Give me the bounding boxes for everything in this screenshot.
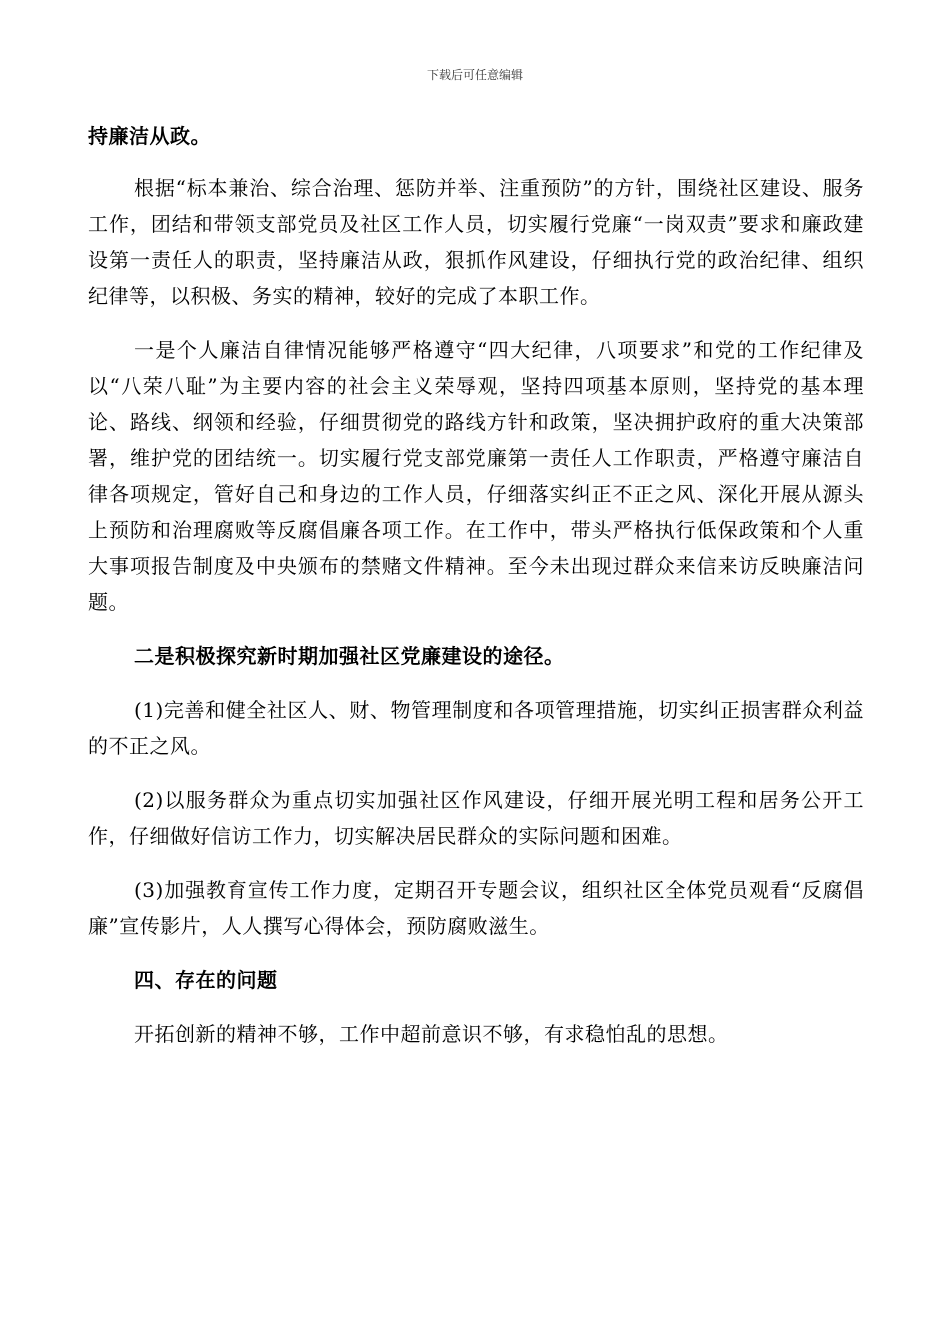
download-note: 下载后可任意编辑 <box>426 68 523 82</box>
document-body <box>88 118 864 1052</box>
list-item-2: (2)以服务群众为重点切实加强社区作风建设，仔细开展光明工程和居务公开工作，仔细做好信访工作力，切实解决居民群众的实际问题和困难。 <box>88 788 864 848</box>
section-heading-problems: 四、存在的问题 <box>134 968 278 992</box>
section-heading-party-building: 二是积极探究新时期加强社区党廉建设的途径。 <box>134 644 565 668</box>
paragraph-problems: 开拓创新的精神不够，工作中超前意识不够，有求稳怕乱的思想。 <box>134 1022 729 1046</box>
paragraph-policy-summary: 根据“标本兼治、综合治理、惩防并举、注重预防”的方针，围绕社区建设、服务工作，团结和带领支部党员及社区工作人员，切实履行党廉“一岗双责”要求和廉政建设第一责任人的职责，坚持廉洁从政，狠抓作风建设，仔细执行党的政治纪律、组织纪律等，以积极、务实的精神，较好的完成了本职工作。 <box>88 176 864 308</box>
paragraph-personal-integrity: 一是个人廉洁自律情况能够严格遵守“四大纪律，八项要求”和党的工作纪律及以“八荣八耻”为主要内容的社会主义荣辱观，坚持四项基本原则，坚持党的基本理论、路线、纲领和经验，仔细贯彻党的路线方针和政策，坚决拥护政府的重大决策部署，维护党的团结统一。切实履行党支部党廉第一责任人工作职责，严格遵守廉洁自律各项规定，管好自己和身边的工作人员，仔细落实纠正不正之风、深化开展从源头上预防和治理腐败等反腐倡廉各项工作。在工作中，带头严格执行低保政策和个人重大事项报告制度及中央颁布的禁赌文件精神。至今未出现过群众来信来访反映廉洁问题。 <box>88 338 864 614</box>
list-item-3: (3)加强教育宣传工作力度，定期召开专题会议，组织社区全体党员观看“反腐倡廉”宣传影片，人人撰写心得体会，预防腐败滋生。 <box>88 878 864 938</box>
paragraph-continuation-heading: 持廉洁从政。 <box>88 124 211 148</box>
list-item-1: (1)完善和健全社区人、财、物管理制度和各项管理措施，切实纠正损害群众利益的不正之风。 <box>88 698 864 758</box>
